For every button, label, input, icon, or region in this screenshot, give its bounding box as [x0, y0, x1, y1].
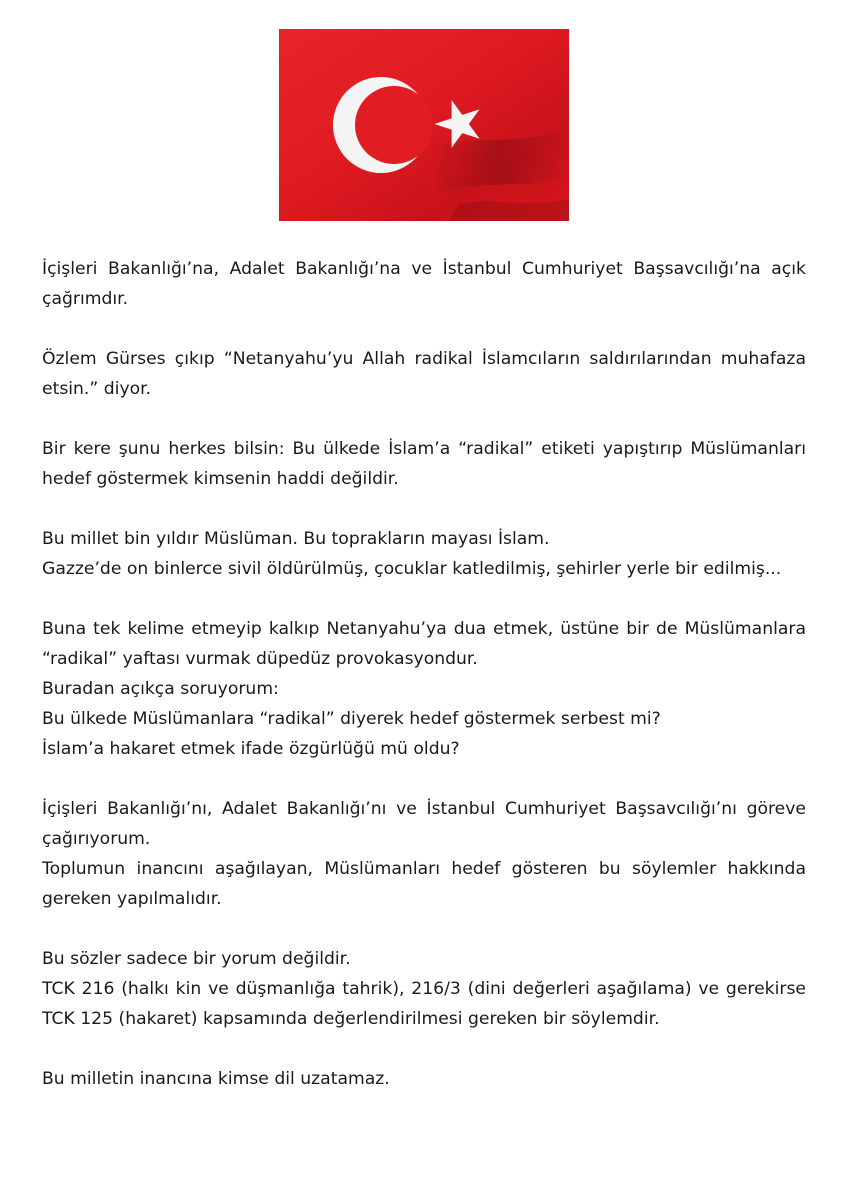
- text-line: hedef göstermek kimsenin haddi değildir.: [42, 469, 399, 489]
- paragraph: [42, 254, 806, 314]
- text-line: Bu ülkede Müslümanlara “radikal” diyerek hedef göstermek serbest mi?: [42, 709, 661, 729]
- text-line: TCK 216 (halkı kin ve düşmanlığa tahrik), 216/3 (dini değerleri aşağılama) ve gerekirse: [42, 979, 806, 999]
- text-line: “radikal” yaftası vurmak düpedüz provokasyondur.: [42, 649, 478, 669]
- text-line: çağrımdır.: [42, 289, 129, 309]
- text-line: Bir kere şunu herkes bilsin: Bu ülkede İslam’a “radikal” etiketi yapıştırıp Müslümanları: [42, 439, 806, 459]
- text-line: İçişleri Bakanlığı’na, Adalet Bakanlığı’na ve İstanbul Cumhuriyet Başsavcılığı’na açık: [42, 259, 806, 279]
- turkish-flag-icon: [279, 29, 569, 221]
- paragraph: [42, 344, 806, 404]
- text-line: Bu milletin inancına kimse dil uzatamaz.: [42, 1069, 390, 1089]
- text-line: gereken yapılmalıdır.: [42, 889, 222, 909]
- text-line: Buradan açıkça soruyorum:: [42, 679, 279, 699]
- text-line: Toplumun inancını aşağılayan, Müslümanları hedef gösteren bu söylemler hakkında: [42, 859, 806, 879]
- paragraph: [42, 794, 806, 914]
- text-line: çağırıyorum.: [42, 829, 151, 849]
- paragraph: [42, 944, 806, 1034]
- document-body: [42, 254, 806, 1094]
- text-line: Buna tek kelime etmeyip kalkıp Netanyahu’ya dua etmek, üstüne bir de Müslümanlara: [42, 619, 806, 639]
- paragraph: [42, 614, 806, 764]
- text-line: Özlem Gürses çıkıp “Netanyahu’yu Allah radikal İslamcıların saldırılarından muhafaza: [42, 349, 806, 369]
- text-line: Gazze’de on binlerce sivil öldürülmüş, çocuklar katledilmiş, şehirler yerle bir edilmiş...: [42, 559, 782, 579]
- text-line: İslam’a hakaret etmek ifade özgürlüğü mü oldu?: [42, 739, 460, 759]
- text-line: TCK 125 (hakaret) kapsamında değerlendirilmesi gereken bir söylemdir.: [42, 1009, 660, 1029]
- text-line: İçişleri Bakanlığı’nı, Adalet Bakanlığı’nı ve İstanbul Cumhuriyet Başsavcılığı’nı göreve: [42, 799, 806, 819]
- text-line: Bu millet bin yıldır Müslüman. Bu toprakların mayası İslam.: [42, 529, 550, 549]
- paragraph: [42, 434, 806, 494]
- text-line: Bu sözler sadece bir yorum değildir.: [42, 949, 351, 969]
- text-line: etsin.” diyor.: [42, 379, 152, 399]
- paragraph: [42, 1064, 806, 1094]
- paragraph: [42, 524, 806, 584]
